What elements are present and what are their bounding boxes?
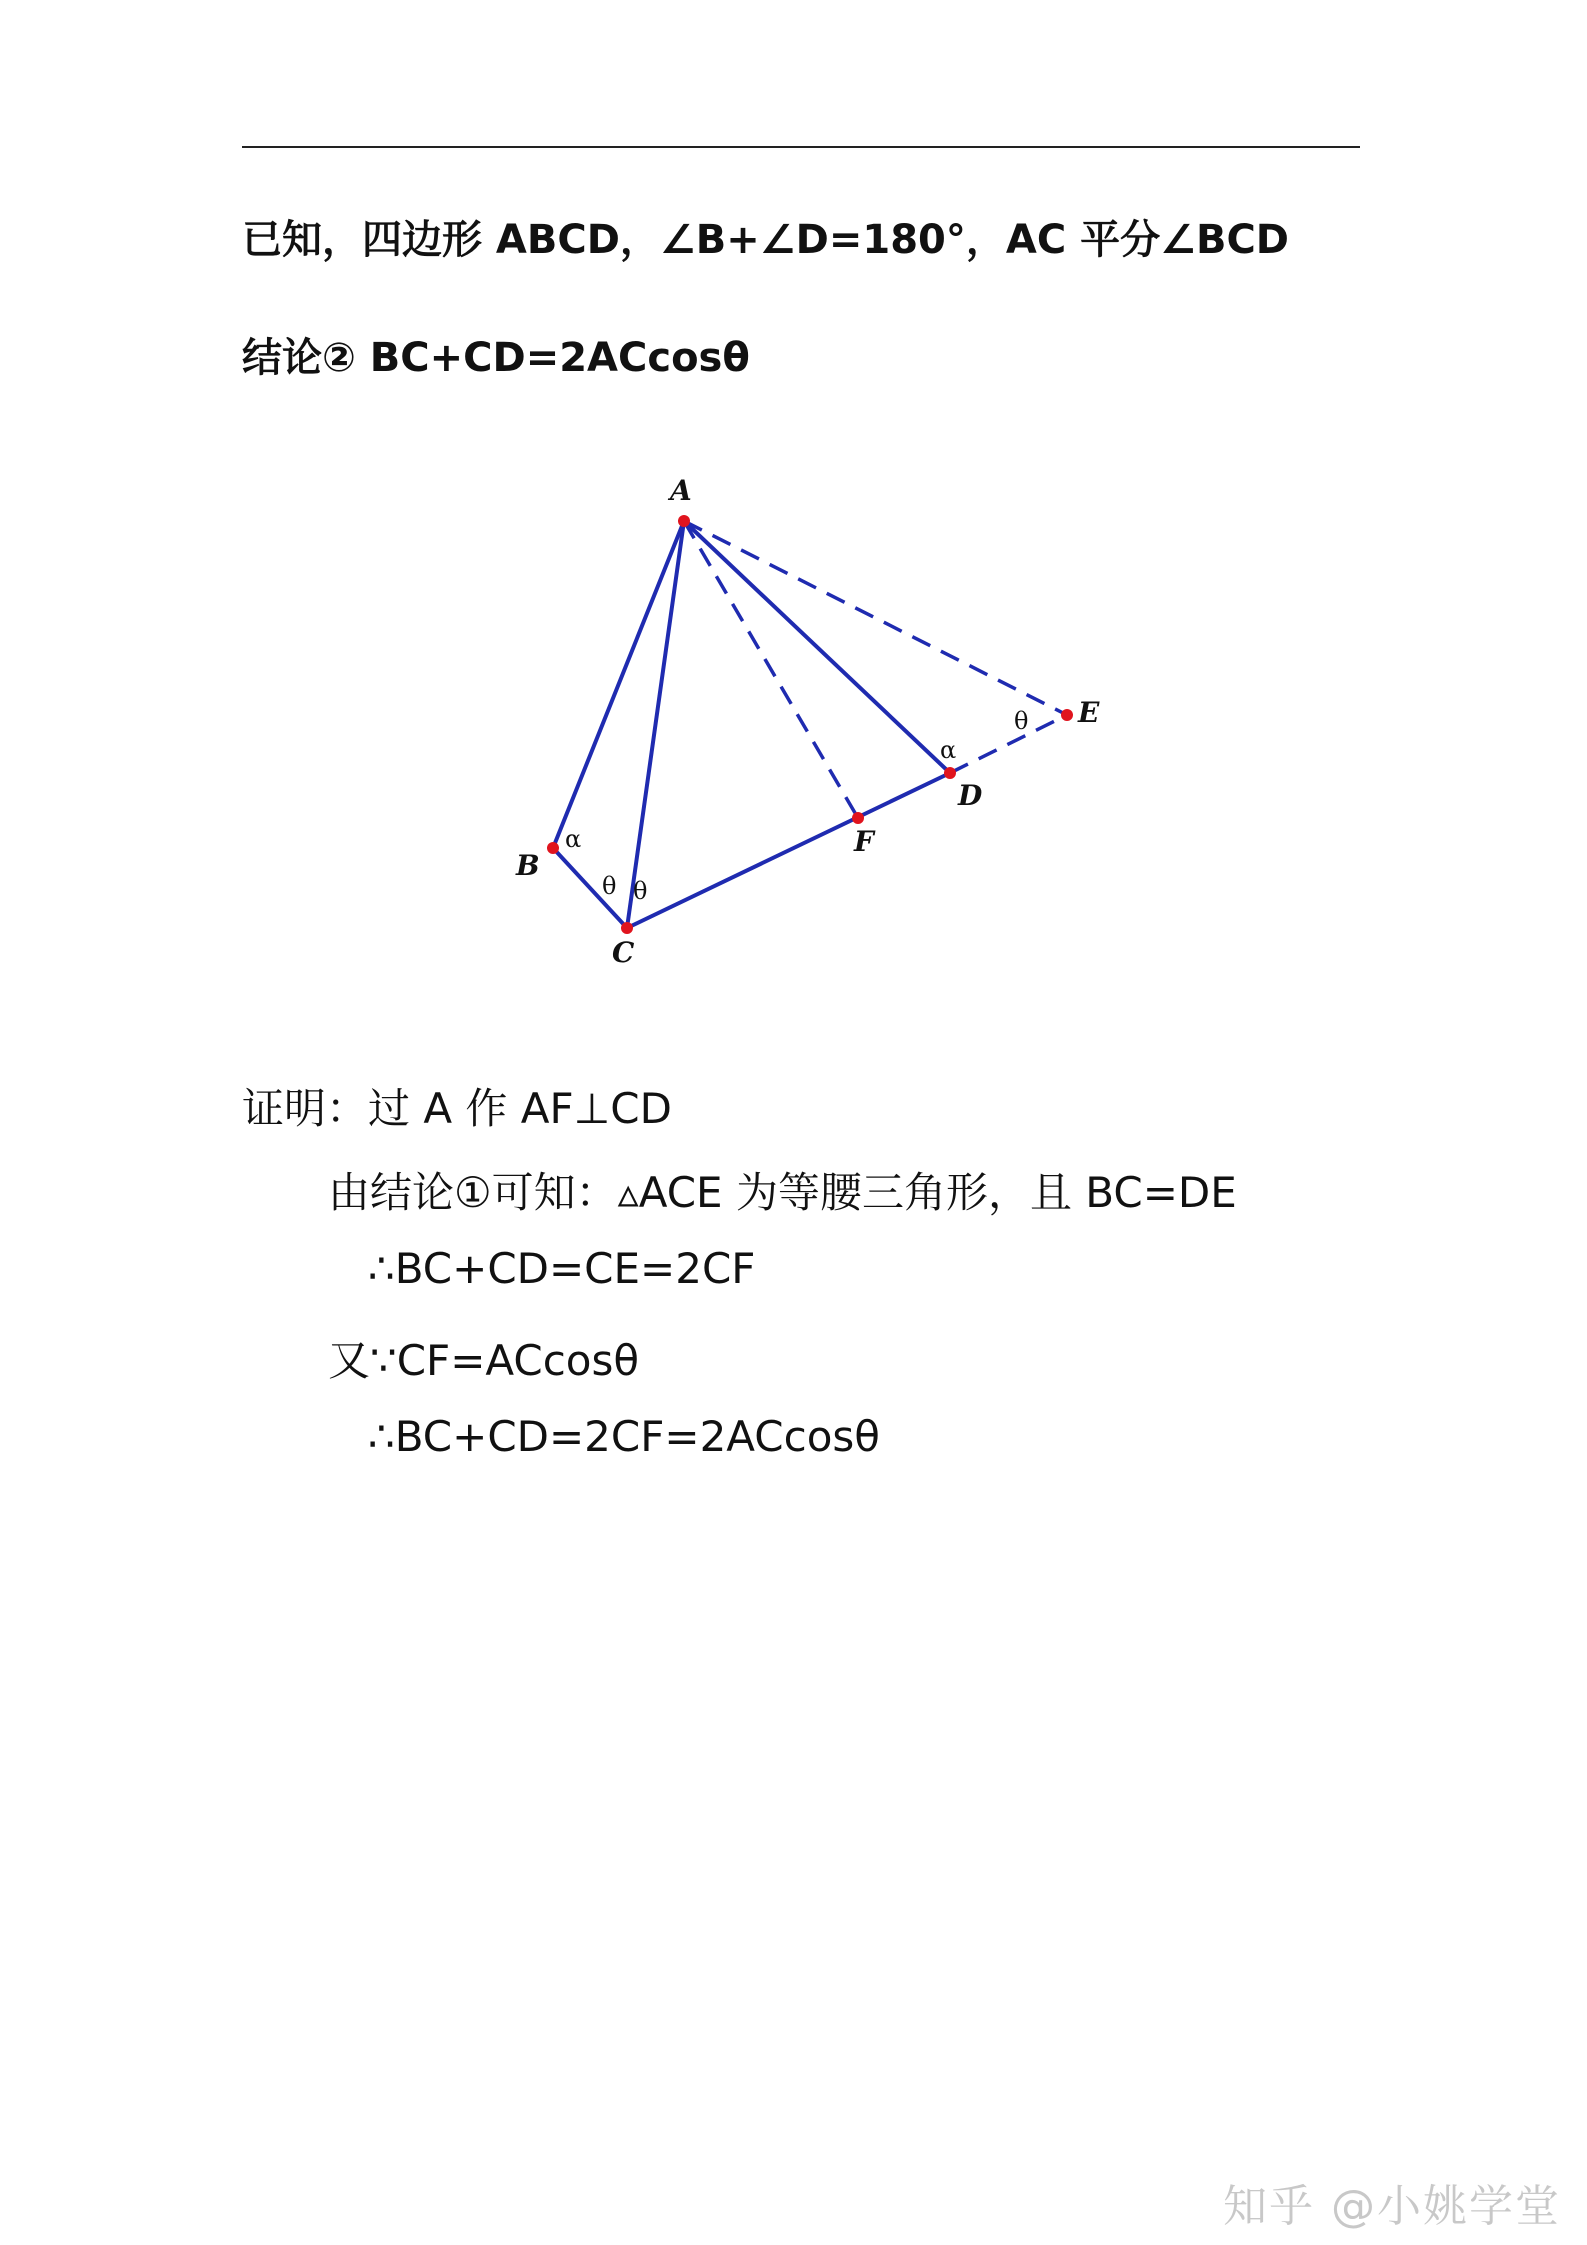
label-C: C <box>612 936 635 969</box>
point-F <box>852 812 864 824</box>
angle-theta-E: θ <box>1014 707 1029 735</box>
proof-line-2: ∴BC+CD=CE=2CF <box>368 1244 756 1293</box>
segment-AB <box>553 521 684 848</box>
point-E <box>1061 709 1073 721</box>
angle-theta-C-left: θ <box>602 872 617 900</box>
conclusion-statement: 结论② BC+CD=2ACcosθ <box>242 335 750 381</box>
geometry-figure <box>480 450 1140 990</box>
point-D <box>944 767 956 779</box>
label-F: F <box>854 825 874 858</box>
header-rule <box>242 146 1360 148</box>
label-E: E <box>1078 696 1100 729</box>
angle-theta-C-right: θ <box>633 877 648 905</box>
proof-line-3: 又∵CF=ACcosθ <box>328 1336 640 1385</box>
point-C <box>621 922 633 934</box>
proof-line-4: ∴BC+CD=2CF=2ACcosθ <box>368 1412 880 1461</box>
segment-AD <box>684 521 950 773</box>
watermark: 知乎 @小姚学堂 <box>1223 2181 1561 2232</box>
point-A <box>678 515 690 527</box>
segment-AC <box>627 521 684 928</box>
angle-alpha-B: α <box>565 825 582 853</box>
label-D: D <box>958 779 983 812</box>
segment-CD <box>627 773 950 928</box>
point-B <box>547 842 559 854</box>
proof-line-1: 由结论①可知：▵ACE 为等腰三角形，且 BC=DE <box>328 1168 1237 1217</box>
segment-DE-dashed <box>950 715 1067 773</box>
label-A: A <box>670 474 692 507</box>
given-statement: 已知，四边形 ABCD，∠B+∠D=180°，AC 平分∠BCD <box>242 217 1290 263</box>
label-B: B <box>516 849 540 882</box>
proof-title: 证明：过 A 作 AF⊥CD <box>242 1084 672 1133</box>
angle-alpha-D: α <box>940 736 957 764</box>
